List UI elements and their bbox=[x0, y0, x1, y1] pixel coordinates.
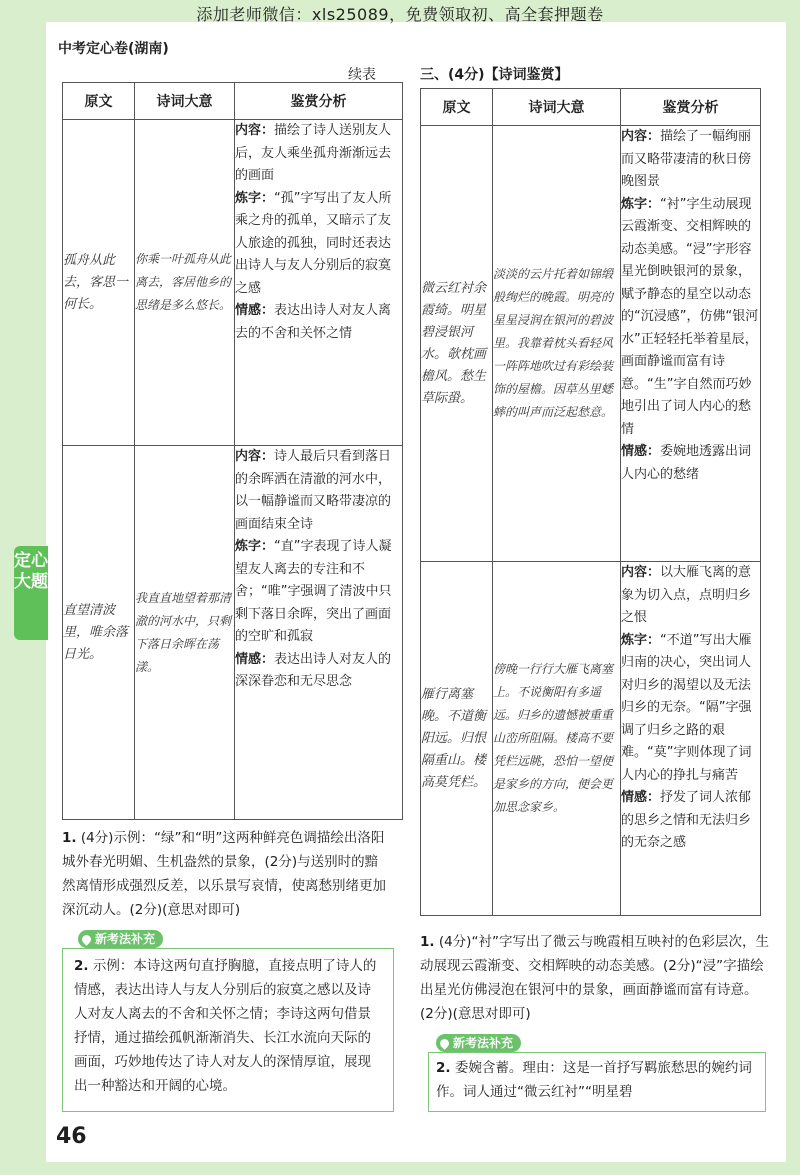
meaning-text: 你乘一叶孤舟从此离去，客居他乡的思绪是多么悠长。 bbox=[135, 120, 235, 446]
watermark-banner: 添加老师微信：xls25089，免费领取初、高全套押题卷 bbox=[196, 5, 604, 24]
word-label: 炼字： bbox=[621, 632, 661, 648]
original-text: 微云红衬余霞绮。明星碧浸银河水。欹枕画檐风。愁生草际蛩。 bbox=[421, 126, 493, 562]
word-text: “不道”写出大雁归南的决心，突出词人对归乡的渴望以及无法归乡的无奈。“隔”字强调了归乡之路的艰难。“莫”字则体现了词人内心的挣扎与痛苦 bbox=[621, 632, 752, 783]
location-pin-icon bbox=[438, 1037, 451, 1050]
emotion-text: 表达出诗人对友人离去的不舍和关怀之情 bbox=[235, 303, 392, 341]
analysis-cell bbox=[235, 446, 403, 820]
header-meaning: 诗词大意 bbox=[493, 89, 621, 126]
meaning-text: 傍晚一行行大雁飞离塞上。不说衡阳有多遥远。归乡的遗憾被重重山峦所阻隔。楼高不要凭栏远眺，恐怕一望便是家乡的方向，便会更加思念家乡。 bbox=[493, 562, 621, 916]
analysis-cell bbox=[621, 126, 761, 562]
question-number: 2. bbox=[436, 1060, 451, 1076]
answer-q2-left bbox=[74, 954, 382, 1098]
analysis-cell bbox=[621, 562, 761, 916]
original-text: 直望清波里，唯余落日光。 bbox=[63, 446, 135, 820]
header-meaning: 诗词大意 bbox=[135, 83, 235, 120]
answer-text: 示例：本诗这两句直抒胸臆，直接点明了诗人的情感，表达出诗人与友人分别后的寂寞之感以及诗人对友人离去的不舍和关怀之情；李诗这两句借景抒情，通过描绘孤帆渐渐消失、长江水流向天际的画面，巧妙地传达了诗人对友人的深情厚谊，展现出一种豁达和开阔的心境。 bbox=[74, 958, 377, 1094]
new-method-tag-left bbox=[78, 930, 163, 948]
new-method-tag-right bbox=[436, 1034, 521, 1052]
emotion-label: 情感： bbox=[235, 303, 275, 318]
emotion-label: 情感： bbox=[621, 790, 661, 805]
section-title: 三、(4分)【诗词鉴赏】 bbox=[420, 67, 569, 83]
meaning-text: 我直直地望着那清澈的河水中，只剩下落日余晖在荡漾。 bbox=[135, 446, 235, 820]
meaning-text: 淡淡的云片托着如锦缎般绚烂的晚霞。明亮的星星浸润在银河的碧波里。我靠着枕头看轻风一阵阵地吹过有彩绘装饰的屋檐。因草丛里蟋蟀的叫声而泛起愁意。 bbox=[493, 126, 621, 562]
content-text: 诗人最后只看到落日的余晖洒在清澈的河水中，以一幅静谧而又略带凄凉的画面结束全诗 bbox=[235, 449, 392, 532]
series-title: 中考定心卷(湖南) bbox=[58, 41, 169, 57]
location-pin-icon bbox=[80, 933, 93, 946]
emotion-text: 抒发了词人浓郁的思乡之情和无法归乡的无奈之感 bbox=[621, 790, 752, 850]
header-analysis: 鉴赏分析 bbox=[235, 83, 403, 120]
header-analysis: 鉴赏分析 bbox=[621, 89, 761, 126]
word-label: 炼字： bbox=[235, 190, 275, 206]
answer-q1-right bbox=[420, 930, 770, 1026]
header-original: 原文 bbox=[63, 83, 135, 120]
word-label: 炼字： bbox=[235, 539, 275, 554]
original-text: 孤舟从此去，客思一何长。 bbox=[63, 120, 135, 446]
table-header-row bbox=[421, 89, 761, 126]
emotion-label: 情感： bbox=[235, 651, 275, 667]
content-text: 描绘了诗人送别友人后，友人乘坐孤舟渐渐远去的画面 bbox=[235, 123, 392, 183]
table-header-row bbox=[63, 83, 403, 120]
content-text: 描绘了一幅绚丽而又略带凄清的秋日傍晚图景 bbox=[621, 129, 752, 189]
continued-label: 续表 bbox=[348, 67, 376, 83]
content-label: 内容： bbox=[235, 123, 275, 138]
table-row bbox=[63, 446, 403, 820]
answer-text: (4分)示例：“绿”和“明”这两种鲜亮色调描绘出洛阳城外春光明媚、生机盎然的景象，(2分)与送别时的黯然离情形成强烈反差，以乐景写哀情，使离愁别绪更加深沉动人。(2分)(意思对即可) bbox=[62, 830, 386, 918]
content-label: 内容： bbox=[621, 565, 661, 580]
tag-label: 新考法补充 bbox=[453, 1036, 514, 1050]
answer-text: (4分)“衬”字写出了微云与晚霞相互映衬的色彩层次，生动展现云霞渐变、交相辉映的动态美感。(2分)“浸”字描绘出星光仿佛浸泡在银河中的景象，画面静谧而富有诗意。(2分)(意思对即可) bbox=[420, 934, 769, 1022]
table-row bbox=[421, 562, 761, 916]
question-number: 2. bbox=[74, 958, 89, 974]
content-text: 以大雁飞离的意象为切入点，点明归乡之恨 bbox=[621, 565, 752, 625]
answer-q2-right bbox=[436, 1056, 756, 1104]
answer-text: 委婉含蓄。理由：这是一首抒写羁旅愁思的婉约词作。词人通过“微云红衬”“明星碧 bbox=[436, 1060, 752, 1100]
table-row bbox=[421, 126, 761, 562]
tag-label: 新考法补充 bbox=[95, 932, 156, 946]
emotion-label: 情感： bbox=[621, 444, 661, 459]
question-number: 1. bbox=[62, 830, 77, 846]
poem-table-left bbox=[62, 82, 403, 820]
side-section-tab: 定心大题 bbox=[14, 546, 48, 640]
content-label: 内容： bbox=[235, 449, 275, 464]
header-original: 原文 bbox=[421, 89, 493, 126]
word-text: “衬”字生动展现云霞渐变、交相辉映的动态美感。“浸”字形容星光倒映银河的景象，赋予静态的星空以动态的“沉浸感”，仿佛“银河水”正轻轻托举着星辰，画面静谧而富有诗意。“生”字自然而巧妙地引出了词人内心的愁情 bbox=[621, 196, 759, 437]
page-frame-right bbox=[786, 0, 800, 1175]
analysis-cell bbox=[235, 120, 403, 446]
word-text: “孤”字写出了友人所乘之舟的孤单，又暗示了友人旅途的孤独，同时还表达出诗人与友人分别后的寂寞之感 bbox=[235, 190, 392, 296]
word-text: “直”字表现了诗人凝望友人离去的专注和不舍；“唯”字强调了清波中只剩下落日余晖，突出了画面的空旷和孤寂 bbox=[235, 539, 392, 644]
original-text: 雁行离塞晚。不道衡阳远。归恨隔重山。楼高莫凭栏。 bbox=[421, 562, 493, 916]
page-frame-bottom bbox=[0, 1162, 800, 1175]
word-label: 炼字： bbox=[621, 196, 661, 212]
emotion-text: 委婉地透露出词人内心的愁绪 bbox=[621, 444, 752, 482]
answer-q1-left bbox=[62, 826, 390, 922]
emotion-text: 表达出诗人对友人的深深眷恋和无尽思念 bbox=[235, 651, 392, 689]
poem-table-right bbox=[420, 88, 761, 916]
content-label: 内容： bbox=[621, 129, 661, 144]
question-number: 1. bbox=[420, 934, 435, 950]
page-number: 46 bbox=[56, 1124, 87, 1149]
table-row bbox=[63, 120, 403, 446]
